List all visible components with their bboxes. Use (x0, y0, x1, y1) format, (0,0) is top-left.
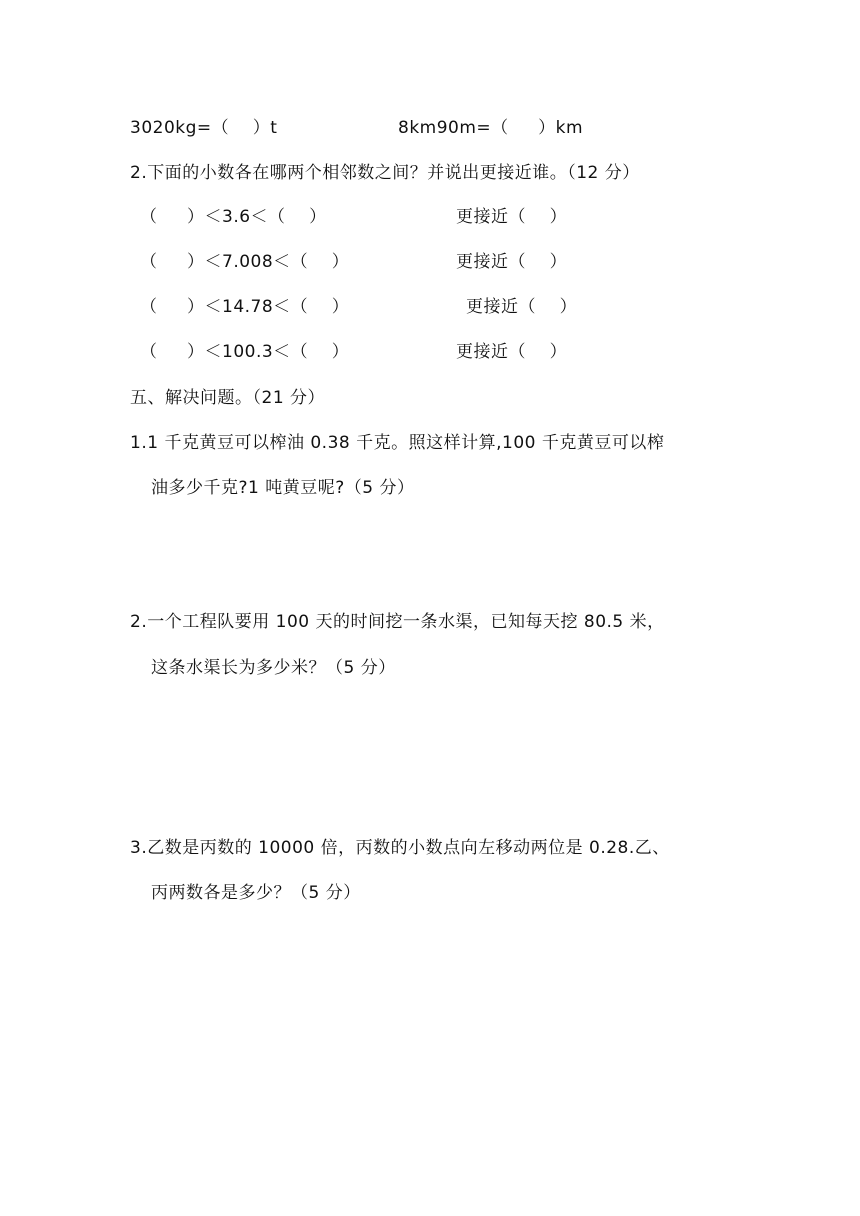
problem-3-line-2: 丙两数各是多少？（5 分） (151, 883, 361, 903)
closer-row-1: 更接近（ ） (456, 207, 568, 227)
range-row-4: （ ）＜100.3＜（ ） (140, 342, 350, 362)
problem-1-line-1: 1.1 千克黄豆可以榨油 0.38 千克。照这样计算,100 千克黄豆可以榨 (130, 433, 665, 453)
range-row-2: （ ）＜7.008＜（ ） (140, 252, 350, 272)
section-5-title: 五、解决问题。（21 分） (130, 388, 326, 408)
closer-row-4: 更接近（ ） (456, 342, 568, 362)
problem-1-line-2: 油多少千克?1 吨黄豆呢?（5 分） (151, 478, 415, 498)
conversion-kg-to-t: 3020kg=（ ）t (130, 118, 278, 138)
question-2-title: 2.下面的小数各在哪两个相邻数之间？并说出更接近谁。（12 分） (130, 163, 640, 183)
range-row-1: （ ）＜3.6＜（ ） (140, 207, 327, 227)
conversion-km-m-to-km: 8km90m=（ ）km (398, 118, 584, 138)
problem-3-line-1: 3.乙数是丙数的 10000 倍，丙数的小数点向左移动两位是 0.28.乙、 (130, 838, 670, 858)
closer-row-2: 更接近（ ） (456, 252, 568, 272)
closer-row-3: 更接近（ ） (466, 297, 578, 317)
problem-2-line-2: 这条水渠长为多少米？（5 分） (151, 658, 396, 678)
problem-2-line-1: 2.一个工程队要用 100 天的时间挖一条水渠，已知每天挖 80.5 米， (130, 612, 665, 632)
range-row-3: （ ）＜14.78＜（ ） (140, 297, 350, 317)
